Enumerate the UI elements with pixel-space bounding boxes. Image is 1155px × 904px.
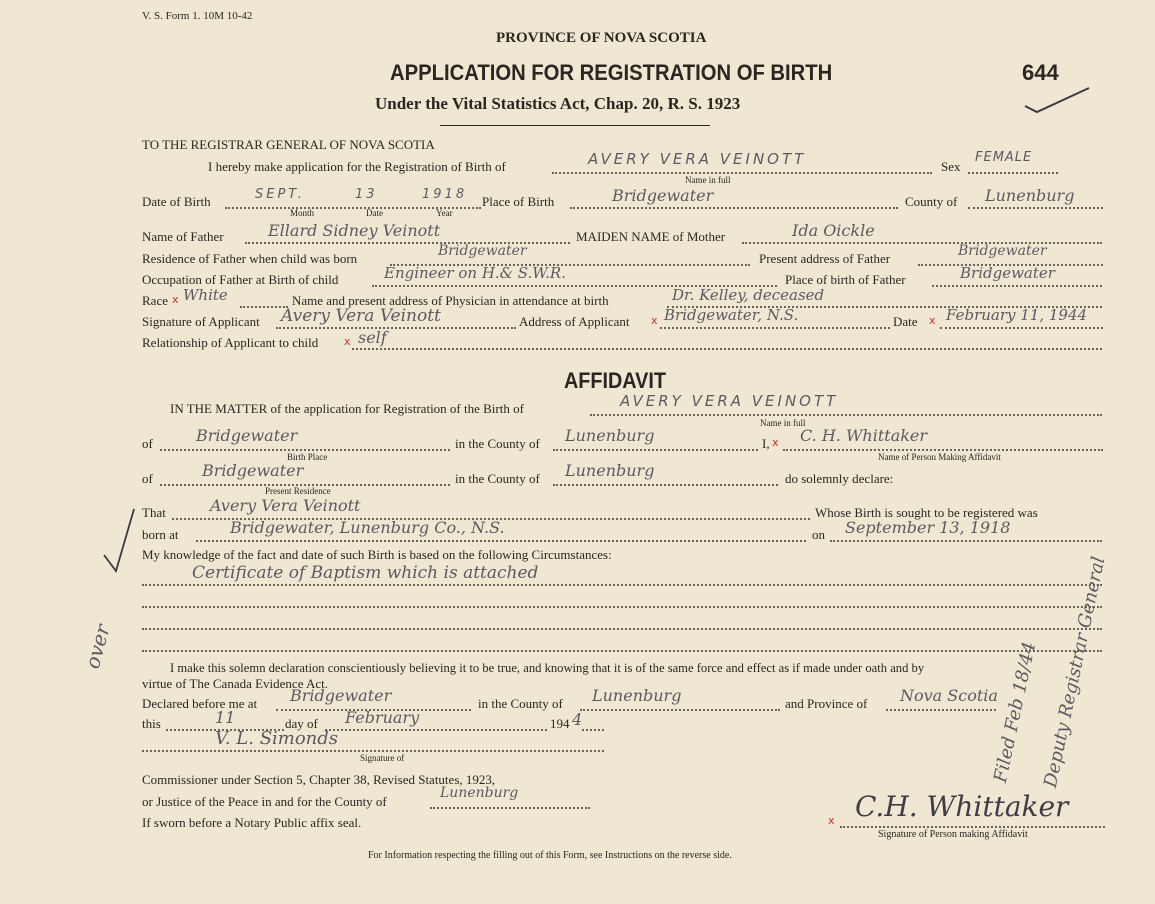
- on-line: [830, 540, 1102, 542]
- knowledge-text: My knowledge of the fact and date of such Birth is based on the following Circumstances:: [142, 547, 612, 562]
- declared-county-value: Lunenburg: [592, 686, 682, 705]
- birth-place-value: Bridgewater: [196, 426, 298, 445]
- relationship-line: [352, 348, 1102, 350]
- physician-value: Dr. Kelley, deceased: [672, 286, 825, 304]
- checkmark-icon: [1015, 82, 1095, 122]
- declared-county-line: [580, 709, 780, 711]
- in-county-label-2: in the County of: [455, 471, 540, 486]
- dob-month-value: SEPT.: [255, 187, 305, 202]
- sex-label: Sex: [941, 159, 961, 174]
- circumstances-line-1: [142, 584, 1102, 586]
- race-label: Race: [142, 293, 168, 308]
- declaration-line-2: virtue of The Canada Evidence Act.: [142, 676, 329, 691]
- date-caption: Date: [366, 208, 383, 218]
- signature-line: [276, 327, 516, 329]
- mother-line: [742, 242, 1102, 244]
- occupation-father-label: Occupation of Father at Birth of child: [142, 272, 339, 287]
- mother-maiden-value: Ida Oickle: [792, 221, 875, 240]
- signature-applicant-value: Avery Vera Veinott: [281, 306, 441, 326]
- relationship-label: Relationship of Applicant to child: [142, 335, 319, 350]
- affiant-value: C. H. Whittaker: [800, 426, 928, 445]
- day-of-label: day of: [285, 716, 318, 731]
- left-margin-note: over: [80, 621, 115, 672]
- county-line-2: [553, 484, 778, 486]
- affidavit-name-line: [590, 414, 1102, 416]
- born-at-line: [196, 540, 806, 542]
- present-residence-value: Bridgewater: [202, 461, 304, 480]
- circumstances-line-3: [142, 628, 1102, 630]
- on-label: on: [812, 527, 825, 542]
- date-label: Date: [893, 314, 918, 329]
- form-title: APPLICATION FOR REGISTRATION OF BIRTH: [390, 60, 833, 85]
- circumstances-line-2: [142, 606, 1102, 608]
- dob-date-value: 13: [355, 187, 378, 202]
- present-address-father-value: Bridgewater: [958, 243, 1047, 259]
- commissioner-signature-value: V. L. Simonds: [215, 728, 339, 749]
- place-of-birth-label: Place of Birth: [482, 194, 555, 209]
- province-value: Nova Scotia: [900, 686, 998, 705]
- place-birth-father-line: [932, 285, 1102, 287]
- commissioner-county-line: [430, 807, 590, 809]
- physician-label: Name and present address of Physician in attendance at birth: [292, 293, 609, 308]
- red-x-mark: x: [929, 314, 936, 327]
- checkmark-icon: [100, 505, 140, 575]
- place-line: [570, 207, 898, 209]
- red-x-mark: x: [344, 335, 351, 348]
- place-birth-father-label: Place of birth of Father: [785, 272, 906, 287]
- name-in-full-caption: Name in full: [685, 175, 731, 185]
- month-value: February: [345, 708, 420, 727]
- affiant-caption: Name of Person Making Affidavit: [878, 452, 1001, 462]
- year-line: [582, 729, 604, 731]
- solemnly-declare: do solemnly declare:: [785, 471, 894, 486]
- form-subtitle: Under the Vital Statistics Act, Chap. 20, R. S. 1923: [375, 94, 741, 113]
- residence-father-label: Residence of Father when child was born: [142, 251, 358, 266]
- commissioner-line-2: or Justice of the Peace in and for the County of: [142, 794, 387, 809]
- county-of-label: County of: [905, 194, 958, 209]
- commissioner-signature-line: [142, 750, 604, 752]
- child-name-value: AVERY VERA VEINOTT: [588, 150, 807, 168]
- commissioner-line-1: Commissioner under Section 5, Chapter 38, Revised Statutes, 1923,: [142, 772, 496, 787]
- red-x-mark: x: [172, 293, 179, 306]
- signature-applicant-label: Signature of Applicant: [142, 314, 260, 329]
- declared-before-label: Declared before me at: [142, 696, 258, 711]
- residence-father-value: Bridgewater: [438, 243, 527, 259]
- of-label: of: [142, 436, 153, 451]
- present-address-father-label: Present address of Father: [759, 251, 891, 266]
- year-prefix: 194: [550, 716, 570, 731]
- affiant-line: [783, 449, 1103, 451]
- occupation-father-value: Engineer on H.& S.W.R.: [384, 264, 566, 282]
- year-digit: 4: [572, 710, 583, 729]
- this-label: this: [142, 716, 161, 731]
- on-value: September 13, 1918: [845, 518, 1011, 537]
- address-applicant-label: Address of Applicant: [519, 314, 630, 329]
- province-heading: PROVINCE OF NOVA SCOTIA: [496, 30, 707, 46]
- header-rule: [440, 125, 710, 126]
- county-value-2: Lunenburg: [565, 461, 655, 480]
- declaration-line-1: I make this solemn declaration conscientiously believing it to be true, and knowing that it is of the same force and effect as if made under oath and by: [170, 661, 925, 675]
- birth-place-caption: Birth Place: [287, 452, 328, 462]
- month-caption: Month: [290, 208, 315, 218]
- that-value: Avery Vera Veinott: [210, 496, 361, 515]
- province-line: [886, 709, 996, 711]
- affidavit-name-value: AVERY VERA VEINOTT: [620, 392, 839, 410]
- county-line-1: [553, 449, 758, 451]
- right-margin-note-registrar: Deputy Registrar General: [1040, 554, 1110, 790]
- county-value: Lunenburg: [985, 186, 1075, 205]
- born-at-label: born at: [142, 527, 179, 542]
- form-code: V. S. Form 1. 10M 10-42: [142, 10, 253, 22]
- name-line: [552, 172, 932, 174]
- address-applicant-value: Bridgewater, N.S.: [664, 306, 799, 324]
- race-value: White: [183, 286, 228, 304]
- in-county-label-3: in the County of: [478, 696, 563, 711]
- to-registrar: TO THE REGISTRAR GENERAL OF NOVA SCOTIA: [142, 137, 435, 152]
- date-line: [940, 327, 1103, 329]
- circumstances-line-4: [142, 650, 1102, 652]
- application-intro: I hereby make application for the Registration of Birth of: [208, 159, 506, 174]
- affidavit-name-caption: Name in full: [760, 418, 806, 428]
- signature-of-caption: Signature of: [360, 753, 405, 763]
- county-line: [968, 207, 1103, 209]
- commissioner-county-value: Lunenburg: [440, 785, 519, 801]
- red-x-mark: x: [772, 436, 779, 449]
- county-value-1: Lunenburg: [565, 426, 655, 445]
- address-line: [660, 327, 890, 329]
- red-x-mark: x: [651, 314, 658, 327]
- form-number: 644: [1022, 60, 1059, 85]
- i-label: I,: [762, 436, 770, 451]
- dob-year-value: 1918: [422, 187, 468, 202]
- father-name-value: Ellard Sidney Veinott: [268, 221, 441, 240]
- and-province-label: and Province of: [785, 696, 868, 711]
- right-margin-note-filed: Filed Feb 18/44: [990, 639, 1041, 785]
- in-county-label: in the County of: [455, 436, 540, 451]
- sex-line: [968, 172, 1058, 174]
- in-the-matter: IN THE MATTER of the application for Registration of the Birth of: [170, 401, 524, 416]
- affidavit-heading: AFFIDAVIT: [564, 368, 666, 393]
- year-caption: Year: [436, 208, 453, 218]
- affiant-signature-value: C.H. Whittaker: [855, 790, 1069, 823]
- birth-place-line: [160, 449, 450, 451]
- day-value: 11: [215, 708, 236, 727]
- place-birth-father-value: Bridgewater: [960, 264, 1055, 282]
- that-label: That: [142, 505, 166, 520]
- relationship-value: self: [358, 328, 387, 347]
- of-label-2: of: [142, 471, 153, 486]
- dob-label: Date of Birth: [142, 194, 211, 209]
- date-value: February 11, 1944: [946, 306, 1088, 324]
- notary-note: If sworn before a Notary Public affix seal.: [142, 815, 362, 830]
- month-line: [325, 729, 547, 731]
- present-residence-caption: Present Residence: [265, 486, 331, 496]
- affiant-signature-line: [840, 826, 1105, 828]
- footer-note: For Information respecting the filling out of this Form, see Instructions on the reverse side.: [368, 850, 732, 861]
- mother-maiden-label: MAIDEN NAME of Mother: [576, 229, 726, 244]
- father-name-label: Name of Father: [142, 229, 224, 244]
- red-x-mark: x: [828, 814, 835, 827]
- born-at-value: Bridgewater, Lunenburg Co., N.S.: [230, 518, 505, 537]
- circumstances-value: Certificate of Baptism which is attached: [192, 563, 539, 583]
- whose-birth: Whose Birth is sought to be registered was: [815, 505, 1038, 520]
- affiant-signature-caption: Signature of Person making Affidavit: [878, 829, 1028, 840]
- declared-at-value: Bridgewater: [290, 686, 392, 705]
- place-of-birth-value: Bridgewater: [612, 186, 714, 205]
- sex-value: FEMALE: [975, 150, 1033, 165]
